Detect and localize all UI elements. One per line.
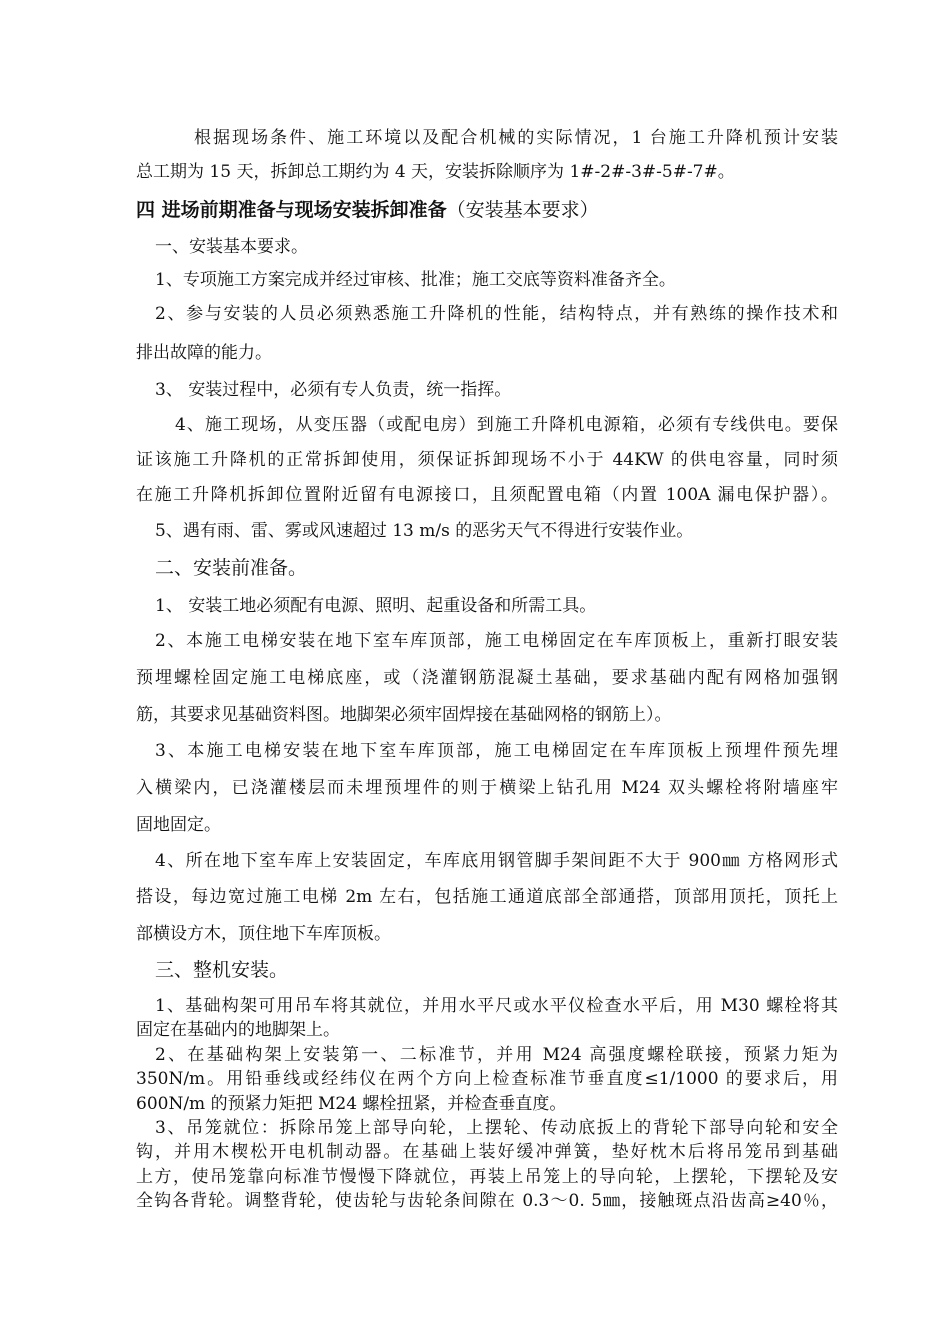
part-1-item-4-line-1: 4、施工现场，从变压器（或配电房）到施工升降机电源箱，必须有专线供电。要保 — [175, 415, 838, 435]
part-2-item-3-line-3: 固地固定。 — [136, 815, 221, 835]
part-3-item-2-line-1: 2、在基础构架上安装第一、二标准节，并用 M24 高强度螺栓联接，预紧力矩为 — [155, 1045, 838, 1065]
intro-line-2: 总工期为 15 天，拆卸总工期约为 4 天，安装拆除顺序为 1#-2#-3#-5#-7#。 — [136, 162, 735, 182]
part-2-item-3-line-1: 3、本施工电梯安装在地下室车库顶部，施工电梯固定在车库顶板上预埋件预先埋 — [155, 741, 838, 761]
part-1-item-4-line-3: 在施工升降机拆卸位置附近留有电源接口，且须配置电箱（内置 100A 漏电保护器）。 — [136, 485, 838, 505]
part-1-item-3: 3、 安装过程中，必须有专人负责，统一指挥。 — [155, 380, 512, 400]
part-3-item-1-line-2: 固定在基础内的地脚架上。 — [136, 1020, 340, 1040]
part-3-item-3-line-1: 3、吊笼就位：拆除吊笼上部导向轮，上摆轮、传动底扳上的背轮下部导向轮和安全 — [155, 1118, 838, 1138]
part-1-item-1: 1、专项施工方案完成并经过审核、批准；施工交底等资料准备齐全。 — [155, 270, 676, 290]
part-1-item-2-line-2: 排出故障的能力。 — [136, 343, 272, 363]
part-3-item-2-line-3: 600N/m 的预紧力矩把 M24 螺栓扭紧，并检查垂直度。 — [136, 1094, 567, 1114]
part-2-heading: 二、安装前准备。 — [155, 557, 308, 579]
part-1-item-2-line-1: 2、参与安装的人员必须熟悉施工升降机的性能，结构特点，并有熟练的操作技术和 — [155, 304, 838, 324]
part-3-item-3-line-3: 上方，使吊笼靠向标准节慢慢下降就位，再装上吊笼上的导向轮，上摆轮，下摆轮及安 — [136, 1167, 838, 1187]
part-1-item-4-line-2: 证该施工升降机的正常拆卸使用，须保证拆卸现场不小于 44KW 的供电容量，同时须 — [136, 450, 838, 470]
section-4-title: 四 进场前期准备与现场安装拆卸准备 — [136, 199, 447, 221]
part-3-item-3-line-2: 钩，并用木楔松开电机制动器。在基础上装好缓冲弹簧，垫好枕木后将吊笼吊到基础 — [136, 1142, 838, 1162]
part-2-item-4-line-1: 4、所在地下室车库上安装固定，车库底用钢管脚手架间距不大于 900㎜ 方格网形式 — [155, 851, 838, 871]
part-2-item-3-line-2: 入横梁内，已浇灌楼层而未埋预埋件的则于横梁上钻孔用 M24 双头螺栓将附墙座牢 — [136, 778, 838, 798]
part-2-item-2-line-2: 预埋螺栓固定施工电梯底座，或（浇灌钢筋混凝土基础，要求基础内配有网格加强钢 — [136, 668, 838, 688]
part-1-heading: 一、安装基本要求。 — [155, 237, 308, 257]
intro-line-1: 根据现场条件、施工环境以及配合机械的实际情况，1 台施工升降机预计安装 — [194, 128, 838, 148]
part-2-item-1: 1、 安装工地必须配有电源、照明、起重设备和所需工具。 — [155, 596, 597, 616]
section-4-title-tail: （安装基本要求） — [446, 199, 599, 221]
part-3-item-1-line-1: 1、基础构架可用吊车将其就位，并用水平尺或水平仪检查水平后，用 M30 螺栓将其 — [155, 996, 838, 1016]
part-3-item-3-line-4: 全钩各背轮。调整背轮，使齿轮与齿轮条间隙在 0.3～0. 5㎜，接触斑点沿齿高≥40％， — [136, 1191, 838, 1211]
part-3-item-2-line-2: 350N/m。用铅垂线或经纬仪在两个方向上检查标准节垂直度≤1/1000 的要求后，用 — [136, 1069, 838, 1089]
part-2-item-2-line-3: 筋，其要求见基础资料图。地脚架必须牢固焊接在基础网格的钢筋上）。 — [136, 705, 672, 725]
part-2-item-2-line-1: 2、本施工电梯安装在地下室车库顶部，施工电梯固定在车库顶板上，重新打眼安装 — [155, 631, 838, 651]
part-2-item-4-line-2: 搭设，每边宽过施工电梯 2m 左右，包括施工通道底部全部通搭，顶部用顶托，顶托上 — [136, 887, 838, 907]
part-1-item-5: 5、遇有雨、雷、雾或风速超过 13 m/s 的恶劣天气不得进行安装作业。 — [155, 521, 694, 541]
part-3-heading: 三、整机安装。 — [155, 959, 289, 981]
section-4-heading — [136, 198, 599, 222]
part-2-item-4-line-3: 部横设方木，顶住地下车库顶板。 — [136, 924, 391, 944]
